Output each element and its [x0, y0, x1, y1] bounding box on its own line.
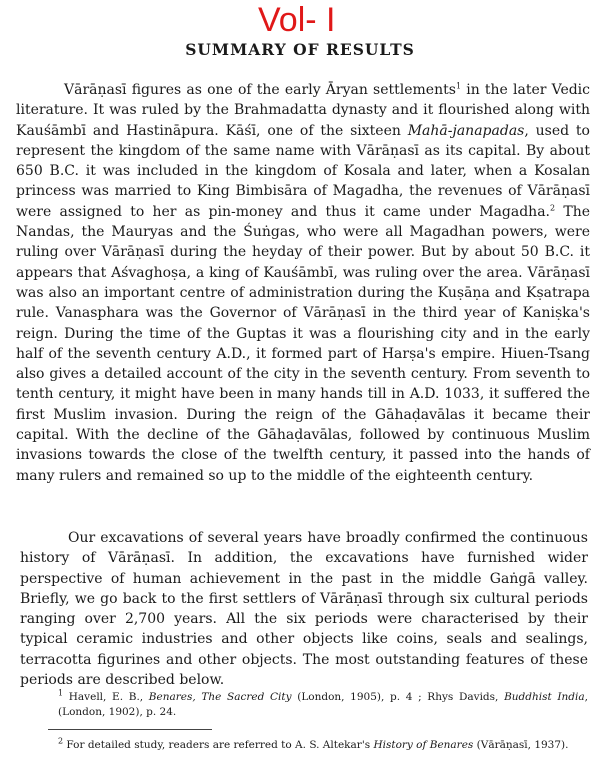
paragraph-history	[16, 80, 590, 486]
footnote-2-title: History of Benares	[373, 739, 474, 751]
p1-text-d: The Nandas, the Mauryas and the Śuṅgas, who were all Magadhan powers, were ruling over Vārāṇasī during the heyday of their power. But by about 50 B.C. it appears that Aśvaghoṣa, a king of Kauśāmbī, was ruling over the area. Vārāṇasī was also an important centre of administration during the Kuṣāṇa and Kṣatrapa rule. Vanasphara was the Governor of Vārāṇasī in the third year of Kaniṣka's reign. During the time of the Guptas it was a flourishing city and in the early half of the seventh century A.D., it formed part of Harṣa's empire. Hiuen-Tsang also gives a detailed account of the city in the seventh century. From seventh to tenth century, it might have been in many hands till in A.D. 1033, it suffered the first Muslim invasion. During the reign of the Gāhaḍavālas it became their capital. With the decline of the Gāhaḍavālas, followed by continuous Muslim invasions towards the close of the twelfth century, it passed into the hands of many rulers and remained so up to the middle of the eighteenth century.	[16, 203, 590, 484]
footnote-2-text-a: For detailed study, readers are referred to A. S. Altekar's	[63, 739, 374, 751]
footnote-1-text-a: Havell, E. B.,	[63, 691, 149, 703]
footnote-1-text-c: , (London, 1902), p. 24.	[58, 691, 588, 718]
p1-text-a: Vārāṇasī figures as one of the early Āryan settlements	[64, 82, 456, 98]
footnote-1-text-b: (London, 1905), p. 4 ; Rhys Davids,	[291, 691, 505, 703]
footnote-2-text-b: (Vārāṇasī, 1937).	[473, 739, 569, 751]
footnote-2-number: 2	[58, 736, 64, 746]
footnote-divider	[48, 729, 212, 730]
p1-text-c: , used to represent the kingdom of the same name with Vārāṇasī as its capital. By about 650 B.C. it was included in the kingdom of Kosala and later, when a Kosalan princess was married to King Bimbisāra of Magadha, the revenues of Vārāṇasī were assigned to her as pin-money and thus it came under Magadha.	[16, 122, 590, 220]
paragraph-excavations: Our excavations of several years have broadly confirmed the continuous history of Vārāṇasī. In addition, the excavations have furnished wider perspective of human achievement in the past in the middle Gaṅgā valley. Briefly, we go back to the first settlers of Vārāṇasī through six cultural periods ranging over 2,700 years. All the six periods were characterised by their typical ceramic industries and other objects like coins, seals and sealings, terracotta figurines and other objects. The most outstanding features of these periods are described below.	[20, 530, 588, 689]
footnote-1-number: 1	[58, 688, 64, 698]
footnote-1-title-1: Benares, The Sacred City	[148, 691, 292, 703]
p1-italic-term: Mahā-janapadas	[407, 122, 525, 139]
footnote-ref-2[interactable]: 2	[550, 203, 556, 213]
volume-stamp: Vol- I	[258, 1, 336, 39]
page-title: SUMMARY OF RESULTS	[185, 40, 415, 59]
footnote-2	[58, 738, 588, 753]
p1-text-b: in the later Vedic literature. It was ruled by the Brahmadatta dynasty and it flourished along with Kauśāmbī and Hastināpura. Kāśī, one of the sixteen	[16, 82, 591, 139]
footnote-1-title-2: Buddhist India	[504, 691, 585, 703]
footnote-1	[58, 690, 588, 720]
footnote-ref-1[interactable]: 1	[455, 81, 462, 91]
